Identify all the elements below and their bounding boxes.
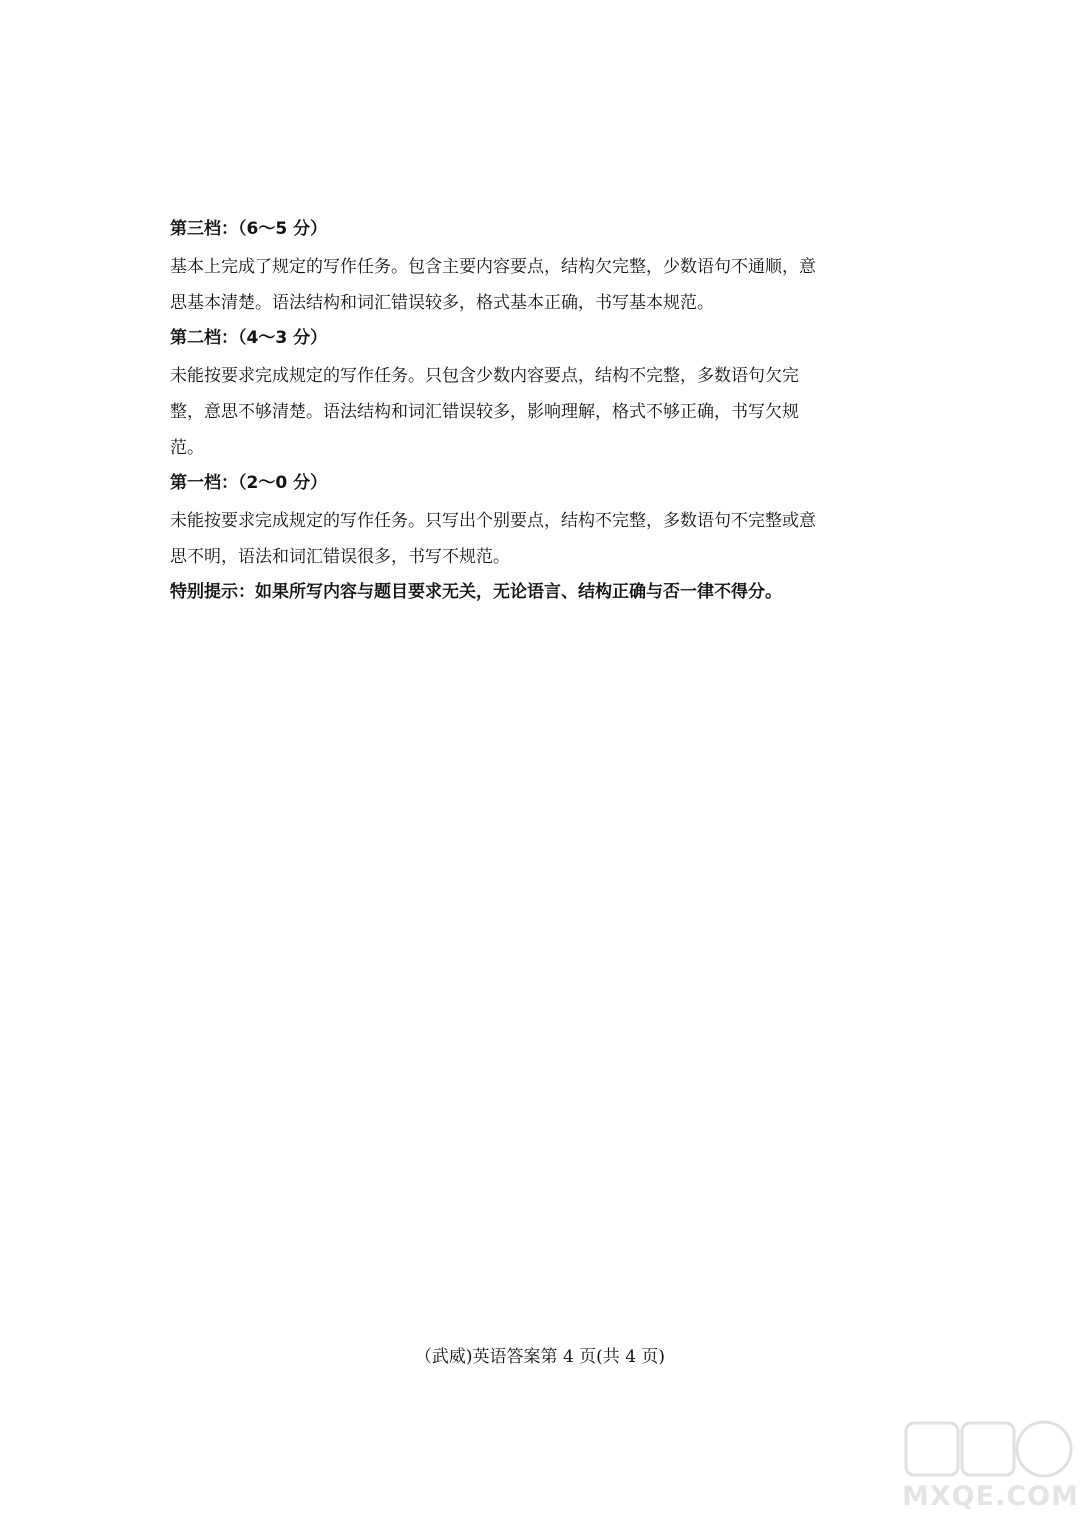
document-body [170, 216, 915, 605]
section-paragraph [170, 503, 915, 575]
section-heading: 第一档：（2～0 分） [170, 473, 328, 493]
section-heading: 第二档：（4～3 分） [170, 328, 328, 348]
paragraph-line: 整，意思不够清楚。语法结构和词汇错误较多，影响理解，格式不够正确，书写欠规 [170, 402, 799, 422]
watermark-badge-icon [900, 1415, 1075, 1485]
page-footer: （武威)英语答案第 4 页(共 4 页) [414, 1347, 666, 1367]
paragraph-line: 未能按要求完成规定的写作任务。只包含少数内容要点，结构不完整，多数语句欠完 [170, 366, 799, 386]
paragraph-line: 范。 [170, 438, 204, 458]
watermark-logo [900, 1415, 1079, 1520]
paragraph-line: 思基本清楚。语法结构和词汇错误较多，格式基本正确，书写基本规范。 [170, 293, 714, 313]
paragraph-line: 思不明，语法和词汇错误很多，书写不规范。 [170, 547, 510, 567]
watermark-url: MXQE.COM [902, 1481, 1079, 1512]
section-grade-3 [170, 216, 915, 321]
special-note: 特别提示：如果所写内容与题目要求无关，无论语言、结构正确与否一律不得分。 [170, 582, 782, 602]
paragraph-line: 基本上完成了规定的写作任务。包含主要内容要点，结构欠完整，少数语句不通顺，意 [170, 257, 816, 277]
paragraph-line: 未能按要求完成规定的写作任务。只写出个别要点，结构不完整，多数语句不完整或意 [170, 511, 816, 531]
section-grade-1 [170, 470, 915, 575]
section-paragraph [170, 358, 915, 466]
section-heading: 第三档：（6～5 分） [170, 219, 328, 239]
section-grade-2 [170, 325, 915, 466]
section-paragraph [170, 249, 915, 321]
